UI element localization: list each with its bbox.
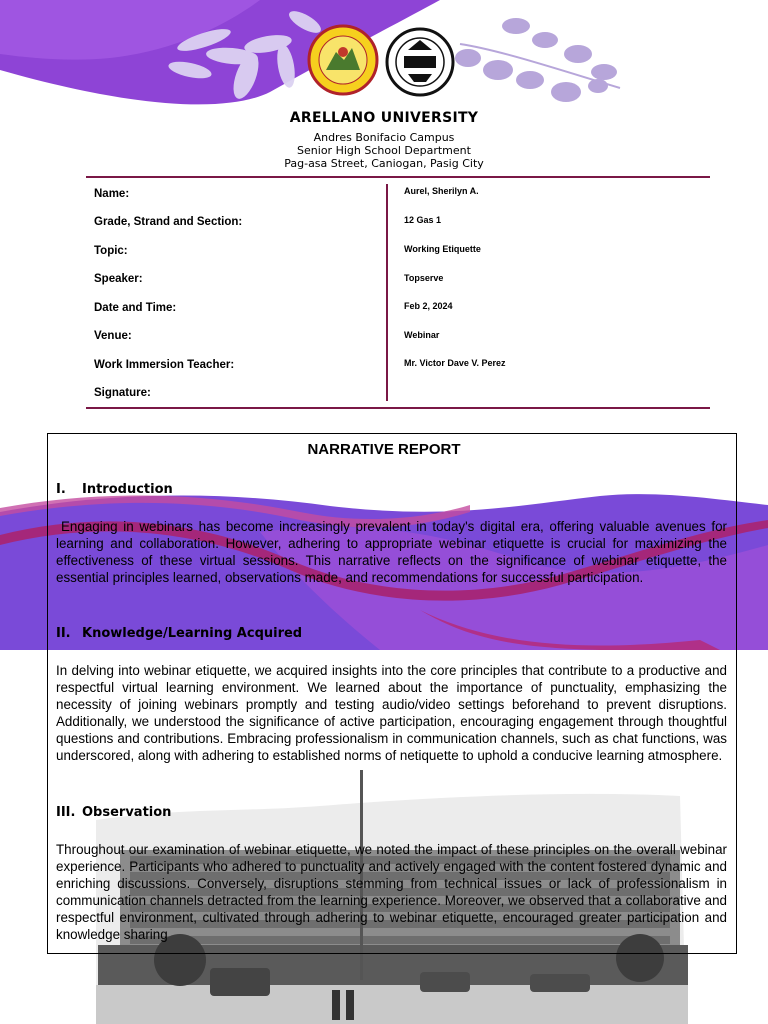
section-number: I. — [56, 482, 66, 497]
arellano-seal-logo — [309, 26, 377, 94]
value-teacher: Mr. Victor Dave V. Perez — [404, 358, 506, 368]
label-teacher: Work Immersion Teacher: — [94, 359, 235, 371]
label-name: Name: — [94, 188, 130, 200]
info-rule-divider — [386, 184, 388, 401]
letterhead — [0, 110, 768, 170]
label-date-time: Date and Time: — [94, 302, 177, 314]
value-topic: Working Etiquette — [404, 244, 481, 254]
section-text-knowledge: In delving into webinar etiquette, we acquired insights into the core principles that contribute to a productive and respectful virtual learning environment. We learned about the importance of punctuality, emphasizing the necessity of joining webinars promptly and testing audio/video settings beforehand to prevent disruptions. Additionally, we understood the significance of active participation, encouraging engagement through thoughtful questions and contributions. Embracing professionalism in communication channels, such as chat functions, was underscored, along with adhering to established norms of netiquette to uphold a conducive learning atmosphere. — [56, 663, 727, 763]
section-title: Observation — [82, 805, 172, 820]
section-number: III. — [56, 805, 76, 820]
department-name: Senior High School Department — [297, 144, 471, 157]
campus-name: Andres Bonifacio Campus — [313, 131, 455, 144]
section-heading-introduction — [56, 482, 173, 497]
value-date-time: Feb 2, 2024 — [404, 301, 453, 311]
label-topic: Topic: — [94, 245, 128, 257]
value-venue: Webinar — [404, 330, 440, 340]
section-text-observation: Throughout our examination of webinar etiquette, we noted the impact of these principles on the overall webinar experience. Participants who adhered to punctuality and actively engaged with the content fostered dynamic and enriching discussions. Conversely, disruptions stemming from technical issues or lack of professionalism in communication channels detracted from the learning experience. Moreover, we observed that a collaborative and respectful environment, cultivated through adhering to webinar etiquette, encouraged greater participation and knowledge sharing — [56, 842, 727, 942]
section-number: II. — [56, 626, 71, 641]
generals-seal-logo — [387, 29, 453, 95]
label-grade-section: Grade, Strand and Section: — [94, 216, 243, 228]
info-rule-bottom — [86, 407, 710, 409]
value-grade-section: 12 Gas 1 — [404, 215, 442, 225]
leaf-branch-right — [455, 18, 620, 102]
university-name: ARELLANO UNIVERSITY — [289, 110, 479, 126]
report-title: NARRATIVE REPORT — [307, 441, 461, 458]
label-signature: Signature: — [94, 387, 151, 399]
value-speaker: Topserve — [404, 273, 444, 283]
section-heading-knowledge — [56, 626, 302, 641]
address: Pag-asa Street, Caniogan, Pasig City — [284, 157, 484, 170]
section-text-introduction: Engaging in webinars has become increasingly prevalent in today's digital era, offering valuable avenues for learning and collaboration. However, adhering to appropriate webinar etiquette is crucial for maximizing the effectiveness of these virtual sessions. This narrative reflects on the significance of webinar etiquette, the essential principles learned, observations made, and recommendations for successful participation. — [56, 519, 727, 585]
section-title: Knowledge/Learning Acquired — [82, 626, 303, 641]
section-title: Introduction — [82, 482, 173, 497]
info-rule-top — [86, 176, 710, 178]
section-heading-observation — [56, 805, 171, 820]
value-name: Aurel, Sherilyn A. — [404, 186, 479, 196]
label-speaker: Speaker: — [94, 273, 143, 285]
label-venue: Venue: — [94, 330, 132, 342]
